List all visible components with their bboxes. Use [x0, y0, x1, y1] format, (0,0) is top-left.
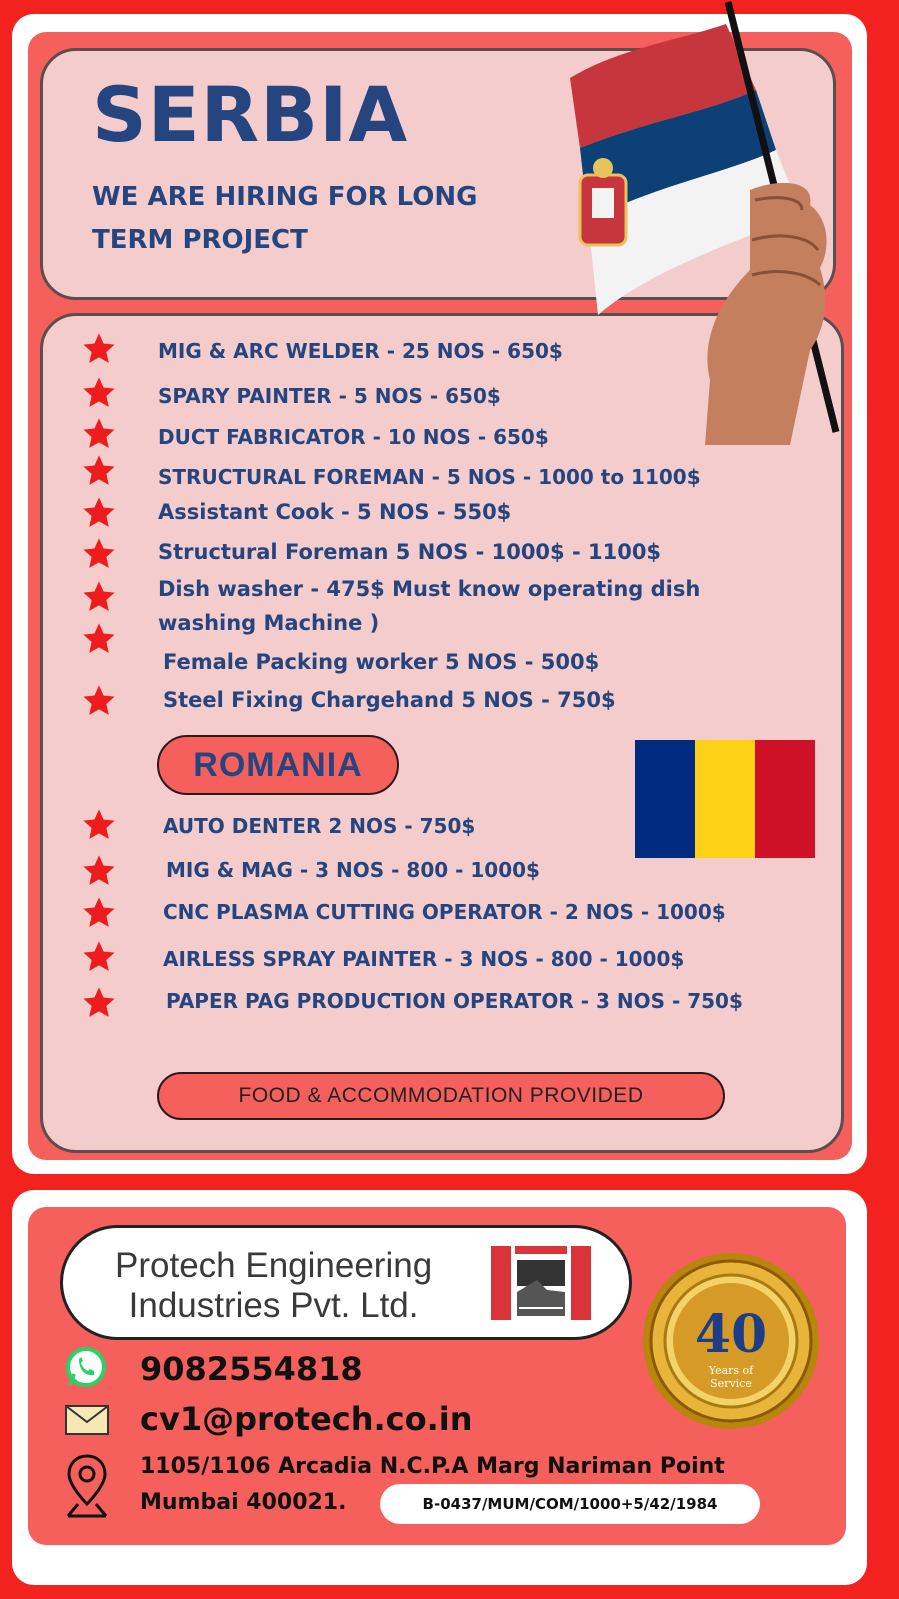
- address-line-2: Mumbai 400021.: [140, 1490, 347, 1515]
- romania-flag-red: [755, 740, 815, 858]
- serbia-job-7: Dish washer - 475$ Must know operating dish washing Machine ): [158, 577, 701, 635]
- benefits-text: FOOD & ACCOMMODATION PROVIDED: [238, 1084, 644, 1107]
- star-icon: [82, 496, 116, 530]
- star-icon: [82, 808, 116, 842]
- star-icon: [82, 454, 116, 488]
- serbia-job-6: Structural Foreman 5 NOS - 1000$ - 1100$: [158, 540, 662, 564]
- romania-job-5: PAPER PAG PRODUCTION OPERATOR - 3 NOS - 750$: [166, 989, 743, 1013]
- serbia-job-2: SPARY PAINTER - 5 NOS - 650$: [158, 384, 501, 408]
- romania-title: ROMANIA: [193, 745, 363, 784]
- benefits-banner: [157, 1072, 725, 1120]
- star-icon: [82, 580, 116, 614]
- star-icon: [82, 622, 116, 656]
- years-of-service-badge: [640, 1250, 822, 1432]
- registration-number-pill: [380, 1484, 760, 1524]
- serbia-subtitle: WE ARE HIRING FOR LONG TERM PROJECT: [92, 182, 478, 255]
- star-icon: [82, 854, 116, 888]
- badge-number: 40: [694, 1304, 768, 1365]
- serbia-title: SERBIA: [92, 70, 409, 159]
- star-icon: [82, 896, 116, 930]
- romania-flag-blue: [635, 740, 695, 858]
- romania-job-4: AIRLESS SPRAY PAINTER - 3 NOS - 800 - 1000$: [163, 947, 685, 971]
- star-icon: [82, 986, 116, 1020]
- star-icon: [82, 537, 116, 571]
- serbia-flag-icon: [540, 0, 850, 445]
- star-icon: [82, 684, 116, 718]
- romania-job-3: CNC PLASMA CUTTING OPERATOR - 2 NOS - 1000$: [163, 900, 726, 924]
- romania-flag-icon: [635, 740, 815, 858]
- serbia-job-3: DUCT FABRICATOR - 10 NOS - 650$: [158, 425, 549, 449]
- location-pin-icon: [64, 1452, 110, 1520]
- phone-number[interactable]: 9082554818: [140, 1350, 363, 1388]
- mail-icon: [64, 1404, 110, 1436]
- registration-number: B-0437/MUM/COM/1000+5/42/1984: [422, 1495, 718, 1513]
- serbia-job-1: MIG & ARC WELDER - 25 NOS - 650$: [158, 339, 563, 363]
- serbia-job-9: Steel Fixing Chargehand 5 NOS - 750$: [163, 688, 616, 712]
- serbia-job-4: STRUCTURAL FOREMAN - 5 NOS - 1000 to 1100$: [158, 465, 701, 489]
- star-icon: [82, 332, 116, 366]
- romania-label: [157, 735, 399, 795]
- address-line-1: 1105/1106 Arcadia N.C.P.A Marg Nariman Point: [140, 1454, 725, 1479]
- company-name-line1: Protech Engineering: [115, 1246, 433, 1285]
- company-name-line2: Industries Pvt. Ltd.: [128, 1286, 419, 1325]
- badge-text-line2: Service: [710, 1377, 752, 1390]
- romania-job-2: MIG & MAG - 3 NOS - 800 - 1000$: [166, 858, 540, 882]
- company-name-box: [60, 1225, 632, 1340]
- email-address[interactable]: cv1@protech.co.in: [140, 1400, 473, 1438]
- company-name: [115, 1246, 432, 1326]
- whatsapp-icon: [64, 1345, 108, 1389]
- badge-text-line1: Years of: [708, 1364, 754, 1377]
- star-icon: [82, 940, 116, 974]
- serbia-job-5: Assistant Cook - 5 NOS - 550$: [158, 500, 512, 524]
- company-logo-icon: [487, 1242, 595, 1324]
- star-icon: [82, 417, 116, 451]
- serbia-job-8: Female Packing worker 5 NOS - 500$: [163, 650, 600, 674]
- romania-flag-yellow: [695, 740, 755, 858]
- star-icon: [82, 376, 116, 410]
- romania-job-1: AUTO DENTER 2 NOS - 750$: [163, 814, 476, 838]
